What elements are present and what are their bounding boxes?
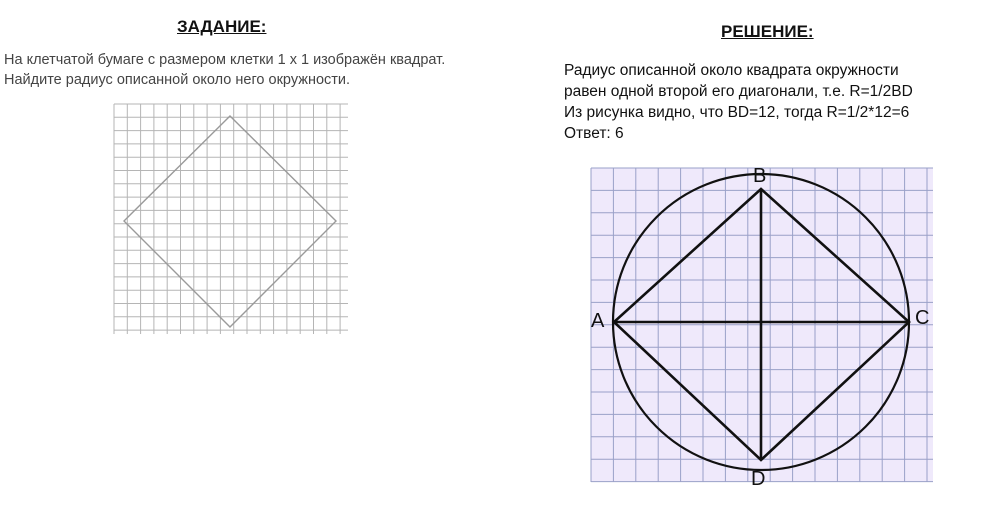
task-grid-figure	[110, 100, 355, 340]
task-heading: ЗАДАНИЕ:	[177, 17, 267, 36]
solution-line-3: Из рисунка видно, что BD=12, тогда R=1/2*12=6	[564, 104, 910, 121]
task-statement	[4, 50, 524, 90]
task-line-2: Найдите радиус описанной около него окружности.	[4, 72, 351, 88]
solution-line-1: Радиус описанной около квадрата окружности	[564, 62, 899, 79]
point-label-d: D	[751, 468, 766, 490]
point-label-b: B	[753, 165, 767, 187]
solution-heading: РЕШЕНИЕ:	[721, 22, 814, 41]
solution-line-4: Ответ: 6	[564, 125, 624, 142]
solution-line-2: равен одной второй его диагонали, т.е. R=1/2BD	[564, 83, 913, 100]
point-label-a: A	[591, 310, 605, 332]
point-label-c: C	[915, 307, 930, 329]
solution-text	[564, 60, 974, 144]
task-line-1: На клетчатой бумаге с размером клетки 1 х 1 изображён квадрат.	[4, 52, 446, 68]
task-grid	[114, 104, 348, 334]
solution-figure	[583, 160, 948, 500]
task-square	[124, 116, 336, 327]
